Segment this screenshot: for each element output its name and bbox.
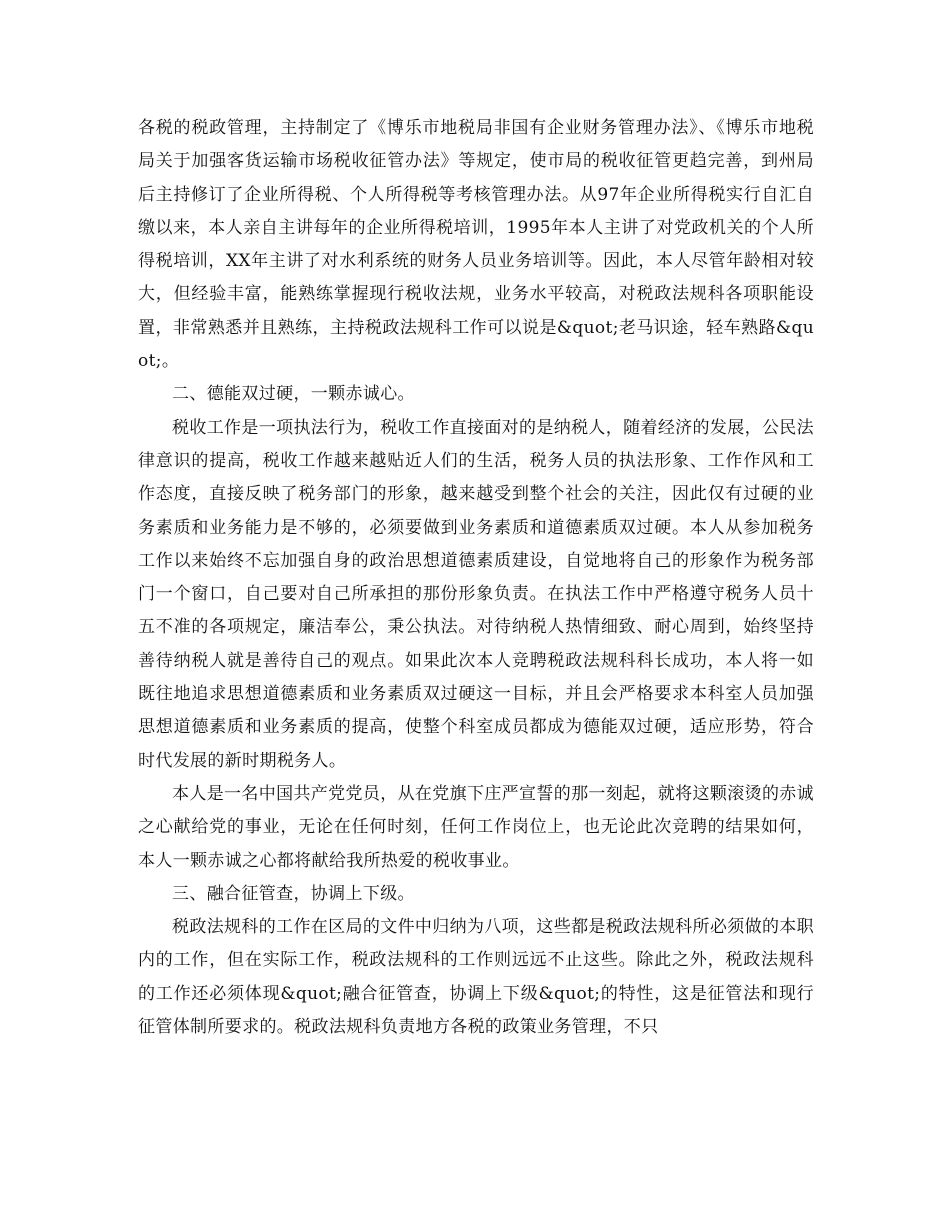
section-heading-3: 三、融合征管查，协调上下级。 xyxy=(172,883,415,904)
paragraph: 本人是一名中国共产党党员，从在党旗下庄严宣誓的那一刻起，就将这颗滚烫的赤诚之心献给党的事业，无论在任何时刻，任何工作岗位上，也无论此次竞聘的结果如何，本人一颗赤诚之心都将献给我所热爱的税收事业。 xyxy=(138,783,814,871)
paragraph-continuation: 各税的税政管理，主持制定了《博乐市地税局非国有企业财务管理办法》、《博乐市地税局关于加强客货运输市场税收征管办法》等规定，使市局的税收征管更趋完善，到州局后主持修订了企业所得税、个人所得税等考核管理办法。从97年企业所得税实行自汇自缴以来，本人亲自主讲每年的企业所得税培训，1995年本人主讲了对党政机关的个人所得税培训，XX年主讲了对水利系统的财务人员业务培训等。因此，本人尽管年龄相对较大，但经验丰富，能熟练掌握现行税收法规，业务水平较高，对税政法规科各项职能设置，非常熟悉并且熟练，主持税政法规科工作可以说是&quot;老马识途，轻车熟路&quot;。 xyxy=(138,118,814,372)
document-body xyxy=(138,112,814,1044)
section-heading-2: 二、德能双过硬，一颗赤诚心。 xyxy=(172,384,415,405)
paragraph: 税政法规科的工作在区局的文件中归纳为八项，这些都是税政法规科所必须做的本职内的工作，但在实际工作，税政法规科的工作则远远不止这些。除此之外，税政法规科的工作还必须体现&quot;融合征管查，协调上下级&quot;的特性，这是征管法和现行征管体制所要求的。税政法规科负责地方各税的政策业务管理，不只 xyxy=(138,917,814,1038)
paragraph: 税收工作是一项执法行为，税收工作直接面对的是纳税人，随着经济的发展，公民法律意识的提高，税收工作越来越贴近人们的生活，税务人员的执法形象、工作作风和工作态度，直接反映了税务部门的形象，越来越受到整个社会的关注，因此仅有过硬的业务素质和业务能力是不够的，必须要做到业务素质和道德素质双过硬。本人从参加税务工作以来始终不忘加强自身的政治思想道德素质建设，自觉地将自己的形象作为税务部门一个窗口，自己要对自己所承担的那份形象负责。在执法工作中严格遵守税务人员十五不准的各项规定，廉洁奉公，秉公执法。对待纳税人热情细致、耐心周到，始终坚持善待纳税人就是善待自己的观点。如果此次本人竞聘税政法规科科长成功，本人将一如既往地追求思想道德素质和业务素质双过硬这一目标，并且会严格要求本科室人员加强思想道德素质和业务素质的提高，使整个科室成员都成为德能双过硬，适应形势，符合时代发展的新时期税务人。 xyxy=(138,417,814,771)
